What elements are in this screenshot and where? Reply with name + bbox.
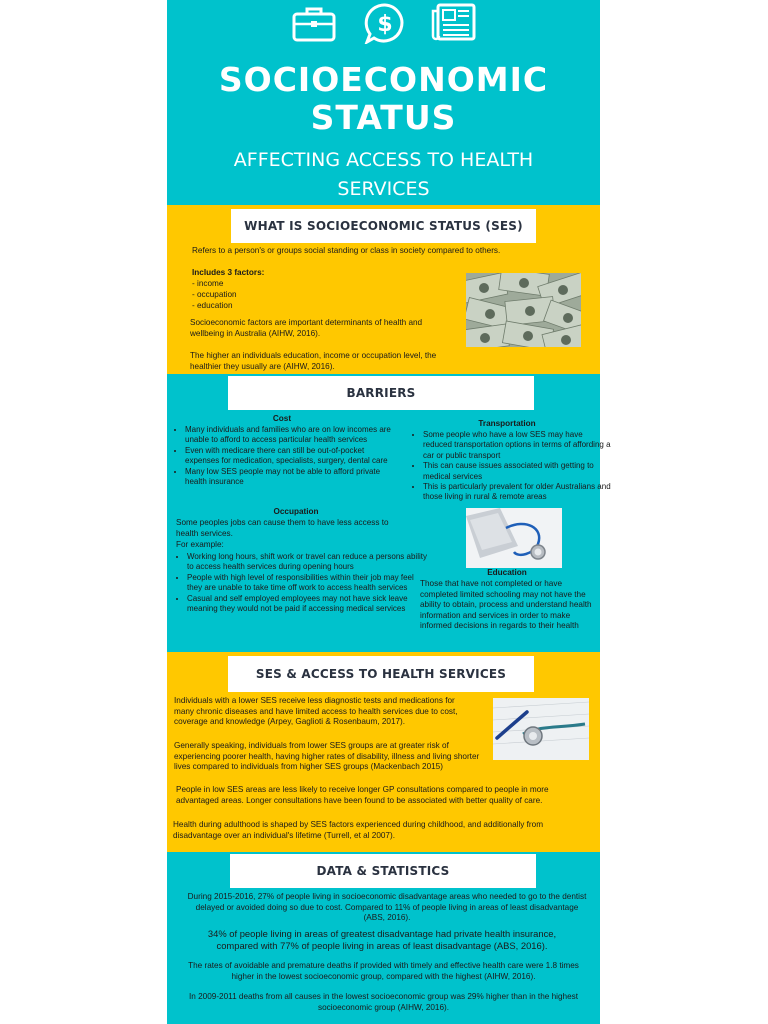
briefcase-icon xyxy=(291,4,337,47)
list-item: • This can cause issues associated with getting to medical services xyxy=(423,461,613,482)
list-item: • Working long hours, shift work or travel can reduce a persons ability to access health services during opening hours xyxy=(187,552,427,573)
barriers-heading: BARRIERS xyxy=(228,376,534,410)
transport-title: Transportation xyxy=(478,419,536,428)
laptop-stethoscope-image xyxy=(466,508,562,568)
ses-para1: Socioeconomic factors are important determinants of health and wellbeing in Australia (AIHW, 2016). xyxy=(190,318,423,338)
header-section xyxy=(167,0,600,205)
access-para4: Health during adulthood is shaped by SES factors experienced during childhood, and additionally from disadvantage over an individual's lifetime (Turrell, et al 2007). xyxy=(173,820,544,840)
access-para3: People in low SES areas are less likely to receive longer GP consultations compared to people in more advantaged areas. Longer consultations have been found to be associated with better quality of care. xyxy=(176,785,549,805)
stats-heading: DATA & STATISTICS xyxy=(230,854,536,888)
factor-income: - income xyxy=(192,279,224,288)
access-para2: Generally speaking, individuals from lower SES groups are at greater risk of experiencing poorer health, having higher rates of disability, illness and living shorter lives compared to individuals from higher SES groups (Mackenbach 2015) xyxy=(174,741,480,772)
education-title: Education xyxy=(487,568,527,577)
title-line2: STATUS xyxy=(310,98,457,137)
title-line1: SOCIOECONOMIC xyxy=(218,60,549,99)
occupation-example: For example: xyxy=(176,540,224,549)
stat-3: The rates of avoidable and premature deaths if provided with timely and effective health care were 1.8 times higher in the lowest socioeconomic group, compared with the highest (AIHW, 2016). xyxy=(188,961,579,981)
occupation-title: Occupation xyxy=(273,507,319,516)
list-item: • Even with medicare there can still be out-of-pocket expenses for medication, specialists, surgery, dental care xyxy=(185,446,391,467)
newspaper-icon xyxy=(431,3,477,46)
list-item: • People with high level of responsibilities within their job may feel they are unable to take time off work to access health services xyxy=(187,573,427,594)
occupation-intro: Some peoples jobs can cause them to have less access to health services. xyxy=(176,518,389,538)
stat-2: 34% of people living in areas of greatest disadvantage had private health insurance, compared with 77% of people living in areas of least disadvantage (ABS, 2016). xyxy=(207,928,557,951)
cost-title: Cost xyxy=(272,414,292,423)
subtitle-line1: AFFECTING ACCESS TO HEALTH xyxy=(233,149,534,171)
transport-list xyxy=(411,430,613,503)
ses-intro: Refers to a person's or groups social standing or class in society compared to others. xyxy=(192,246,501,255)
stethoscope-pen-image xyxy=(493,698,589,760)
barriers-section xyxy=(167,374,611,652)
ses-para2: The higher an individuals education, income or occupation level, the healthier they usually are (AIHW, 2016). xyxy=(190,351,437,371)
ses-section xyxy=(167,205,600,374)
factor-education: - education xyxy=(192,301,233,310)
list-item: • Many individuals and families who are on low incomes are unable to afford to access particular health services xyxy=(185,425,391,446)
money-image xyxy=(466,273,581,347)
factor-occupation: - occupation xyxy=(192,290,237,299)
access-heading: SES & ACCESS TO HEALTH SERVICES xyxy=(228,656,534,692)
dollar-chat-icon xyxy=(363,2,407,49)
subtitle-line2: SERVICES xyxy=(337,178,430,200)
list-item: • Some people who have a low SES may have reduced transportation options in terms of affording a car or public transport xyxy=(423,430,613,461)
list-item: • This is particularly prevalent for older Australians and those living in rural & remote areas xyxy=(423,482,613,503)
education-text: Those that have not completed or have completed limited schooling may not have the ability to obtain, process and understand health information and services in order to make informed decisions in regards to their health xyxy=(420,579,592,631)
access-section xyxy=(167,652,600,852)
svg-text:$: $ xyxy=(377,12,393,37)
list-item: • Casual and self employed employees may not have sick leave meaning they would not be paid if accessing medical services xyxy=(187,594,427,615)
access-para1: Individuals with a lower SES receive less diagnostic tests and medications for many chronic diseases and have limited access to health services due to cost, coverage and knowledge (Arpey, Gaglioti & Rosenbaum, 2017). xyxy=(174,696,458,727)
cost-list xyxy=(173,425,391,487)
stat-4: In 2009-2011 deaths from all causes in the lowest socioeconomic group was 29% higher than in the highest socioeconomic group (AIHW, 2016). xyxy=(189,992,578,1012)
factors-label: Includes 3 factors: xyxy=(192,268,265,277)
list-item: • Many low SES people may not be able to afford private health insurance xyxy=(185,467,391,488)
stat-1: During 2015-2016, 27% of people living in socioeconomic disadvantage areas who needed to go to the dentist delayed or avoided doing so due to cost. Compared to 11% of people living in areas of least disadvantage (ABS, 2016). xyxy=(187,892,587,923)
ses-heading: WHAT IS SOCIOECONOMIC STATUS (SES) xyxy=(231,209,536,243)
infographic-poster xyxy=(167,0,611,1024)
occupation-list xyxy=(175,552,427,614)
stats-section xyxy=(167,852,600,1024)
